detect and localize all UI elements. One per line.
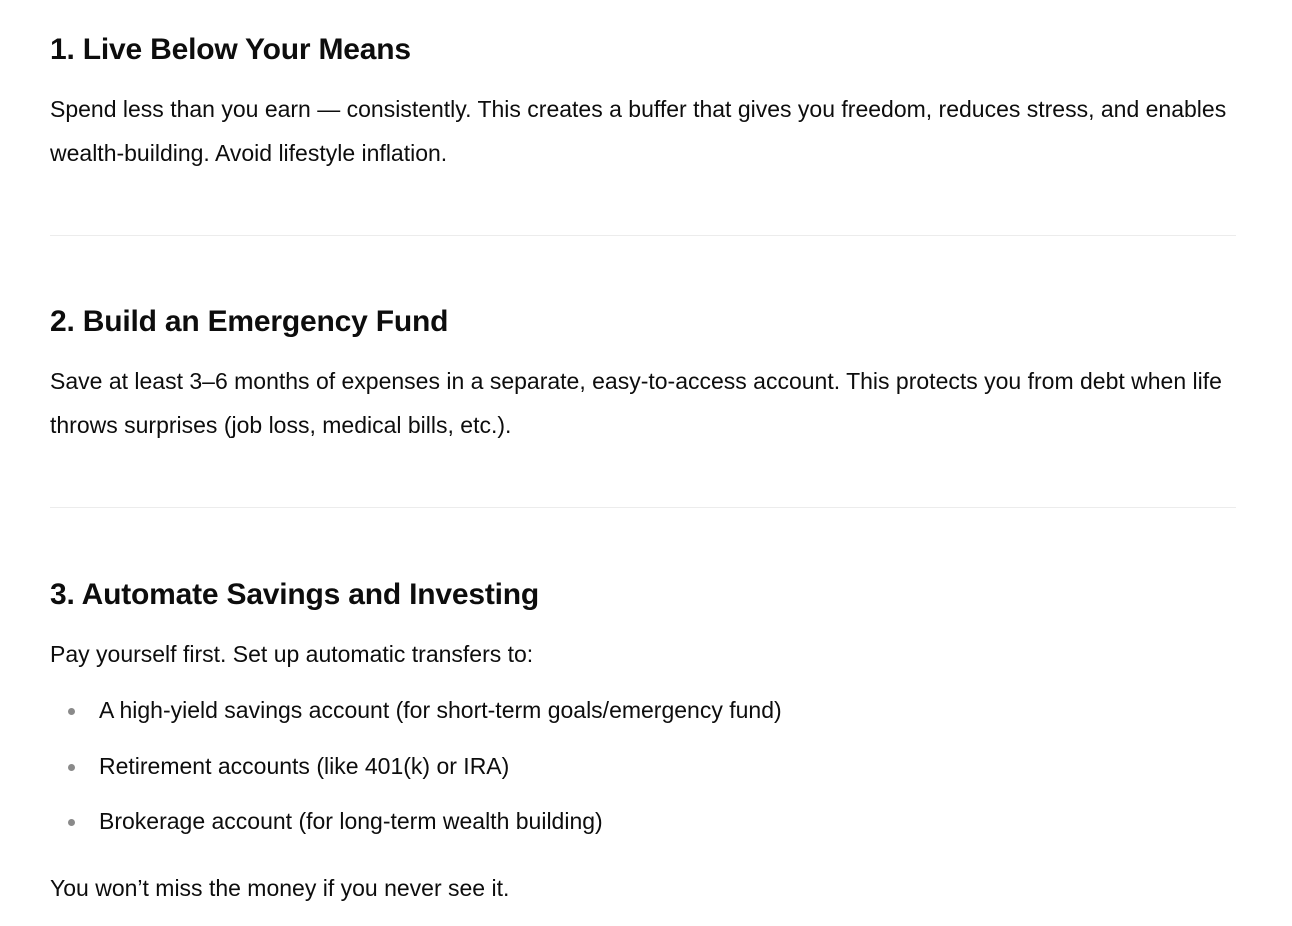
section-paragraph: Pay yourself first. Set up automatic transfers to: — [50, 641, 534, 667]
list-item-text: Brokerage account (for long-term wealth building) — [99, 808, 603, 834]
section-divider — [50, 507, 1236, 508]
section-paragraph: You won’t miss the money if you never see it. — [50, 875, 510, 901]
bullet-icon — [68, 764, 75, 771]
bullet-list — [50, 683, 782, 850]
bullet-icon — [68, 708, 75, 715]
section-heading: 2. Build an Emergency Fund — [50, 305, 449, 338]
bullet-icon — [68, 819, 75, 826]
list-item — [50, 739, 782, 795]
section-paragraph: Save at least 3–6 months of expenses in a separate, easy-to-access account. This protects you from debt when life throws surprises (job loss, medical bills, etc.). — [50, 368, 1222, 438]
list-item-text: A high-yield savings account (for short-term goals/emergency fund) — [99, 697, 782, 723]
section-heading: 1. Live Below Your Means — [50, 33, 411, 66]
list-item — [50, 683, 782, 739]
section-paragraph: Spend less than you earn — consistently. This creates a buffer that gives you freedom, reduces stress, and enables wealth-building. Avoid lifestyle inflation. — [50, 96, 1227, 166]
section-heading: 3. Automate Savings and Investing — [50, 578, 540, 611]
list-item — [50, 794, 782, 850]
section-divider — [50, 235, 1236, 236]
list-item-text: Retirement accounts (like 401(k) or IRA) — [99, 752, 510, 779]
